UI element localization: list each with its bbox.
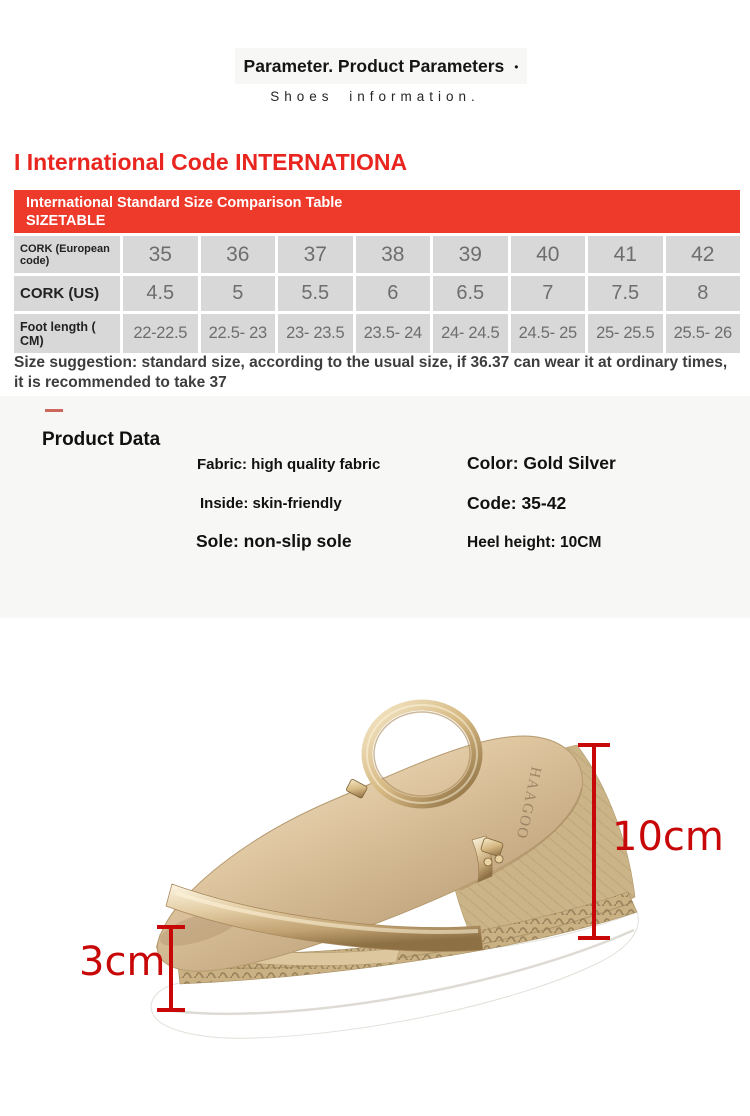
bullet-icon: • <box>514 60 519 74</box>
size-table-title: International Standard Size Comparison Table SIZETABLE <box>26 194 343 229</box>
table-cell: 8 <box>666 276 741 311</box>
table-cell: 6.5 <box>433 276 508 311</box>
table-cell: 7 <box>511 276 586 311</box>
size-table-title-banner <box>14 190 740 233</box>
international-code-heading: I International Code INTERNATIONA <box>14 149 408 175</box>
accent-dash <box>45 409 63 412</box>
table-cell: 25.5- 26 <box>666 314 741 353</box>
table-cell: 24.5- 25 <box>511 314 586 353</box>
heel-height-measure-line <box>578 743 610 940</box>
table-cell: 23.5- 24 <box>356 314 431 353</box>
spec-item: Heel height: 10CM <box>467 534 602 551</box>
spec-item: Fabric: high quality fabric <box>197 456 381 473</box>
page-title: Parameter. Product Parameters <box>243 55 505 76</box>
table-cell: 22.5- 23 <box>201 314 276 353</box>
spec-item: Sole: non-slip sole <box>196 531 352 551</box>
measure-stem <box>169 925 173 1012</box>
table-cell: 5.5 <box>278 276 353 311</box>
table-cell: 4.5 <box>123 276 198 311</box>
table-cell: 39 <box>433 236 508 273</box>
table-cell: 5 <box>201 276 276 311</box>
spec-item: Code: 35-42 <box>467 493 567 513</box>
brand-text: HAAGOO <box>512 765 544 841</box>
page-subtitle: Shoes information. <box>270 89 480 104</box>
product-data-panel <box>0 396 750 618</box>
table-cell: 41 <box>588 236 663 273</box>
page-header <box>235 48 527 84</box>
table-cell: 24- 24.5 <box>433 314 508 353</box>
measure-cap <box>578 936 610 940</box>
table-cell: 37 <box>278 236 353 273</box>
table-cell: 35 <box>123 236 198 273</box>
table-cell: 22-22.5 <box>123 314 198 353</box>
size-suggestion-text: Size suggestion: standard size, according to the usual size, if 36.37 can wear it at ordinary times, it is recommended to take 37 <box>14 354 728 391</box>
measure-stem <box>592 743 596 940</box>
table-row-label: CORK (US) <box>14 276 120 311</box>
table-cell: 25- 25.5 <box>588 314 663 353</box>
table-cell: 40 <box>511 236 586 273</box>
table-cell: 6 <box>356 276 431 311</box>
table-cell: 23- 23.5 <box>278 314 353 353</box>
table-cell: 42 <box>666 236 741 273</box>
measure-cap <box>157 1008 185 1012</box>
size-table <box>14 236 740 353</box>
table-cell: 7.5 <box>588 276 663 311</box>
spec-item: Inside: skin-friendly <box>200 495 342 512</box>
table-row-label: Foot length ( CM) <box>14 314 120 353</box>
table-cell: 36 <box>201 236 276 273</box>
table-row-label: CORK (European code) <box>14 236 120 273</box>
spec-item: Color: Gold Silver <box>467 453 616 473</box>
platform-height-label: 3cm <box>79 939 166 985</box>
product-data-heading: Product Data <box>42 429 161 450</box>
product-photo-sandal <box>100 690 660 1070</box>
table-cell: 38 <box>356 236 431 273</box>
heel-height-label: 10cm <box>612 814 724 860</box>
